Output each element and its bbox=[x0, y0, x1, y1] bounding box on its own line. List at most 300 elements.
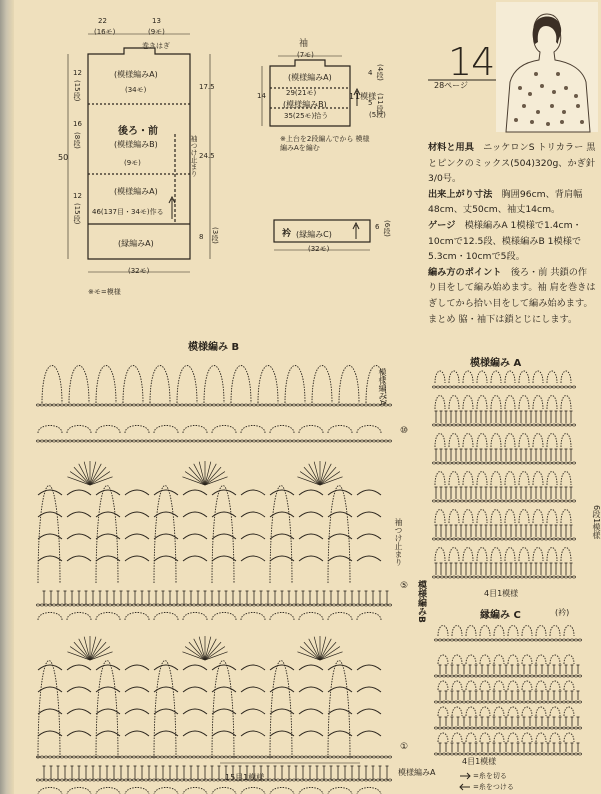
chain-stitch bbox=[340, 756, 343, 758]
chain-stitch bbox=[148, 756, 151, 758]
chain-stitch bbox=[312, 440, 315, 442]
chain-arch bbox=[150, 366, 170, 404]
chain-arch bbox=[328, 426, 352, 434]
chain-stitch bbox=[96, 756, 99, 758]
chain-arch bbox=[522, 681, 532, 690]
chain-stitch bbox=[84, 440, 87, 442]
chain-arch bbox=[285, 366, 305, 404]
chain-stitch bbox=[496, 538, 499, 540]
chain-stitch bbox=[510, 639, 513, 641]
sleeve-dim-5-rows: (11段) bbox=[376, 93, 384, 115]
chain-arch bbox=[67, 613, 91, 621]
chain-stitch bbox=[544, 386, 547, 388]
chain-stitch bbox=[348, 604, 351, 606]
chain-stitch bbox=[530, 753, 533, 755]
chain-stitch bbox=[484, 500, 487, 502]
shell-curve bbox=[299, 556, 323, 561]
chain-arch bbox=[231, 366, 251, 404]
chain-stitch bbox=[164, 604, 167, 606]
chain-stitch bbox=[368, 756, 371, 758]
shell-curve bbox=[125, 731, 149, 736]
chain-stitch bbox=[494, 727, 497, 729]
chain-arch bbox=[38, 613, 62, 621]
chain-stitch bbox=[252, 404, 255, 406]
chain-stitch bbox=[368, 404, 371, 406]
chain-stitch bbox=[452, 576, 455, 578]
chain-stitch bbox=[512, 538, 515, 540]
chain-stitch bbox=[506, 753, 509, 755]
chain-arch bbox=[466, 733, 476, 742]
chain-arch bbox=[212, 426, 236, 434]
chain-stitch bbox=[552, 386, 555, 388]
chain-stitch bbox=[448, 424, 451, 426]
shell-curve bbox=[67, 490, 91, 495]
chain-stitch bbox=[312, 404, 315, 406]
chain-arch bbox=[452, 655, 462, 664]
chain-stitch bbox=[172, 440, 175, 442]
hem-sts: (32モ) bbox=[128, 267, 150, 275]
band-top-sts: (34モ) bbox=[125, 86, 147, 94]
chain-stitch bbox=[512, 500, 515, 502]
chain-arch bbox=[508, 707, 518, 716]
chain-arch bbox=[547, 396, 557, 410]
chain-stitch bbox=[518, 753, 521, 755]
chain-stitch bbox=[320, 440, 323, 442]
chain-stitch bbox=[348, 779, 351, 781]
chain-stitch bbox=[452, 424, 455, 426]
chain-stitch bbox=[534, 753, 537, 755]
chain-stitch bbox=[36, 604, 39, 606]
shell-curve bbox=[96, 512, 120, 517]
chart-b-pattern bbox=[30, 345, 410, 765]
chain-stitch bbox=[224, 404, 227, 406]
chain-stitch bbox=[500, 462, 503, 464]
chain-stitch bbox=[512, 576, 515, 578]
chain-arch bbox=[519, 510, 529, 524]
chain-stitch bbox=[464, 424, 467, 426]
shell-curve bbox=[38, 687, 62, 692]
chain-arch bbox=[561, 510, 571, 524]
chain-stitch bbox=[176, 440, 179, 442]
chain-stitch bbox=[44, 756, 47, 758]
chain-stitch bbox=[184, 756, 187, 758]
chain-stitch bbox=[546, 639, 549, 641]
chain-arch bbox=[547, 510, 557, 524]
chain-stitch bbox=[470, 639, 473, 641]
chain-stitch bbox=[88, 440, 91, 442]
chain-arch bbox=[519, 396, 529, 410]
model-photo bbox=[496, 2, 598, 132]
chain-stitch bbox=[524, 538, 527, 540]
chain-stitch bbox=[474, 701, 477, 703]
chain-stitch bbox=[40, 440, 43, 442]
chain-arch bbox=[561, 548, 571, 562]
chain-stitch bbox=[124, 440, 127, 442]
chain-stitch bbox=[520, 500, 523, 502]
chain-arch bbox=[522, 707, 532, 716]
collar-dim-6-rows: (6段) bbox=[383, 220, 391, 237]
chain-stitch bbox=[492, 424, 495, 426]
chain-stitch bbox=[554, 639, 557, 641]
chain-stitch bbox=[140, 404, 143, 406]
chain-stitch bbox=[532, 424, 535, 426]
chain-stitch bbox=[304, 404, 307, 406]
chain-stitch bbox=[444, 538, 447, 540]
chain-stitch bbox=[554, 753, 557, 755]
chain-stitch bbox=[534, 727, 537, 729]
chart-c-title: 縁編み C bbox=[480, 610, 521, 621]
chain-stitch bbox=[534, 701, 537, 703]
shell-curve bbox=[357, 556, 381, 561]
band-top-label: (模様編みA) bbox=[114, 70, 158, 79]
chain-stitch bbox=[380, 779, 383, 781]
chain-stitch bbox=[212, 404, 215, 406]
chain-stitch bbox=[384, 440, 387, 442]
shell-curve bbox=[328, 556, 352, 561]
chain-stitch bbox=[48, 404, 51, 406]
chain-arch bbox=[438, 626, 448, 637]
chain-stitch bbox=[550, 727, 553, 729]
chain-stitch bbox=[308, 404, 311, 406]
chain-arch bbox=[241, 613, 265, 621]
chain-stitch bbox=[380, 756, 383, 758]
chain-arch bbox=[550, 626, 560, 637]
chain-stitch bbox=[328, 756, 331, 758]
shell-curve bbox=[212, 665, 236, 670]
chain-stitch bbox=[200, 779, 203, 781]
chain-stitch bbox=[436, 424, 439, 426]
chain-arch bbox=[183, 788, 207, 794]
chain-stitch bbox=[516, 424, 519, 426]
chart-c-legend-join: =糸をつける bbox=[473, 783, 514, 791]
chain-stitch bbox=[120, 404, 123, 406]
chain-stitch bbox=[506, 701, 509, 703]
chain-arch bbox=[258, 366, 278, 404]
chain-stitch bbox=[524, 576, 527, 578]
chain-stitch bbox=[486, 701, 489, 703]
chain-stitch bbox=[72, 404, 75, 406]
chain-stitch bbox=[552, 424, 555, 426]
chain-stitch bbox=[276, 404, 279, 406]
chain-arch bbox=[536, 733, 546, 742]
top-width-left-sts: (16モ) bbox=[94, 28, 116, 36]
dim-hem: 8 bbox=[199, 233, 204, 241]
chain-arch bbox=[183, 613, 207, 621]
chain-stitch bbox=[502, 701, 505, 703]
chain-stitch bbox=[52, 440, 55, 442]
chain-stitch bbox=[92, 440, 95, 442]
chain-stitch bbox=[528, 500, 531, 502]
chain-stitch bbox=[124, 779, 127, 781]
chain-stitch bbox=[572, 538, 575, 540]
chain-stitch bbox=[542, 639, 545, 641]
chain-stitch bbox=[88, 756, 91, 758]
chain-stitch bbox=[88, 404, 91, 406]
chain-stitch bbox=[544, 462, 547, 464]
chain-stitch bbox=[514, 701, 517, 703]
chain-stitch bbox=[496, 576, 499, 578]
chain-stitch bbox=[152, 779, 155, 781]
collar-pattern: (縁編みC) bbox=[296, 230, 332, 239]
chain-arch bbox=[463, 396, 473, 410]
chain-stitch bbox=[268, 440, 271, 442]
chain-stitch bbox=[108, 756, 111, 758]
chain-stitch bbox=[272, 404, 275, 406]
shell-curve bbox=[38, 512, 62, 517]
chain-stitch bbox=[454, 639, 457, 641]
chain-stitch bbox=[448, 576, 451, 578]
chain-stitch bbox=[458, 675, 461, 677]
chain-arch bbox=[564, 707, 574, 716]
chain-stitch bbox=[124, 756, 127, 758]
chain-stitch bbox=[510, 675, 513, 677]
chain-stitch bbox=[224, 756, 227, 758]
chain-stitch bbox=[156, 779, 159, 781]
chain-stitch bbox=[520, 538, 523, 540]
chain-stitch bbox=[528, 462, 531, 464]
chain-stitch bbox=[64, 756, 67, 758]
chain-stitch bbox=[528, 424, 531, 426]
chain-stitch bbox=[220, 404, 223, 406]
chain-stitch bbox=[560, 386, 563, 388]
chain-stitch bbox=[476, 424, 479, 426]
dim-right-top: 17.5 bbox=[199, 83, 215, 91]
chain-stitch bbox=[292, 604, 295, 606]
chain-stitch bbox=[482, 639, 485, 641]
chain-stitch bbox=[540, 386, 543, 388]
chain-stitch bbox=[432, 462, 435, 464]
chain-stitch bbox=[316, 440, 319, 442]
chain-stitch bbox=[328, 440, 331, 442]
chain-stitch bbox=[292, 440, 295, 442]
sleeve-band-a: (模様編みA) bbox=[288, 73, 332, 82]
chain-stitch bbox=[216, 756, 219, 758]
chain-arch bbox=[533, 396, 543, 410]
chain-stitch bbox=[560, 500, 563, 502]
chain-stitch bbox=[466, 639, 469, 641]
chain-stitch bbox=[578, 639, 581, 641]
shell-curve bbox=[357, 490, 381, 495]
chain-stitch bbox=[272, 756, 275, 758]
chain-stitch bbox=[454, 701, 457, 703]
chain-arch bbox=[491, 396, 501, 410]
chain-arch bbox=[183, 426, 207, 434]
chain-stitch bbox=[52, 404, 55, 406]
chain-stitch bbox=[76, 440, 79, 442]
chain-stitch bbox=[566, 701, 569, 703]
chain-stitch bbox=[436, 500, 439, 502]
chain-stitch bbox=[304, 440, 307, 442]
chain-stitch bbox=[518, 701, 521, 703]
chain-stitch bbox=[172, 604, 175, 606]
chain-stitch bbox=[490, 675, 493, 677]
shell-curve bbox=[328, 512, 352, 517]
chain-stitch bbox=[550, 639, 553, 641]
chain-stitch bbox=[240, 756, 243, 758]
dim-left-bot-rows: (15段) bbox=[73, 203, 81, 225]
chain-stitch bbox=[208, 756, 211, 758]
chain-stitch bbox=[452, 462, 455, 464]
chain-stitch bbox=[80, 440, 83, 442]
chain-stitch bbox=[216, 440, 219, 442]
chain-stitch bbox=[160, 440, 163, 442]
chain-stitch bbox=[212, 779, 215, 781]
chain-stitch bbox=[476, 500, 479, 502]
chain-stitch bbox=[524, 462, 527, 464]
chain-stitch bbox=[284, 404, 287, 406]
book-spine bbox=[0, 0, 14, 794]
chain-stitch bbox=[144, 404, 147, 406]
chain-arch bbox=[477, 548, 487, 562]
chain-arch bbox=[449, 396, 459, 410]
chain-stitch bbox=[332, 440, 335, 442]
chain-stitch bbox=[284, 604, 287, 606]
chain-stitch bbox=[364, 404, 367, 406]
chain-stitch bbox=[300, 440, 303, 442]
chain-stitch bbox=[520, 386, 523, 388]
chain-stitch bbox=[300, 756, 303, 758]
chain-stitch bbox=[466, 727, 469, 729]
shell-curve bbox=[96, 709, 120, 714]
chain-stitch bbox=[172, 756, 175, 758]
chain-stitch bbox=[572, 424, 575, 426]
chain-stitch bbox=[448, 500, 451, 502]
chain-stitch bbox=[480, 538, 483, 540]
chain-stitch bbox=[480, 424, 483, 426]
chain-arch bbox=[547, 548, 557, 562]
chain-stitch bbox=[220, 756, 223, 758]
chain-stitch bbox=[496, 424, 499, 426]
chain-stitch bbox=[176, 404, 179, 406]
chain-stitch bbox=[546, 675, 549, 677]
chain-stitch bbox=[540, 500, 543, 502]
chain-arch bbox=[435, 371, 445, 383]
chain-arch bbox=[536, 707, 546, 716]
chain-stitch bbox=[156, 604, 159, 606]
chain-arch bbox=[536, 681, 546, 690]
chain-stitch bbox=[476, 538, 479, 540]
shell-curve bbox=[357, 709, 381, 714]
shell-curve bbox=[183, 490, 207, 495]
chain-stitch bbox=[44, 440, 47, 442]
chain-arch bbox=[125, 613, 149, 621]
chain-stitch bbox=[444, 462, 447, 464]
chain-stitch bbox=[508, 500, 511, 502]
chain-stitch bbox=[104, 404, 107, 406]
shell-curve bbox=[67, 534, 91, 539]
chain-stitch bbox=[296, 779, 299, 781]
chain-stitch bbox=[532, 538, 535, 540]
shell-curve bbox=[183, 687, 207, 692]
chain-stitch bbox=[296, 440, 299, 442]
chain-stitch bbox=[80, 756, 83, 758]
gauge-label: ゲージ bbox=[428, 219, 456, 231]
chain-stitch bbox=[504, 576, 507, 578]
chain-arch bbox=[477, 371, 487, 383]
chain-stitch bbox=[276, 779, 279, 781]
chain-stitch bbox=[484, 576, 487, 578]
shell-curve bbox=[67, 687, 91, 692]
chain-stitch bbox=[352, 440, 355, 442]
chain-stitch bbox=[496, 386, 499, 388]
chain-stitch bbox=[466, 701, 469, 703]
chain-stitch bbox=[128, 604, 131, 606]
chain-stitch bbox=[184, 779, 187, 781]
shell-curve bbox=[212, 731, 236, 736]
chain-stitch bbox=[76, 756, 79, 758]
chain-arch bbox=[466, 655, 476, 664]
chain-arch bbox=[177, 366, 197, 404]
row-label-1: ① bbox=[400, 742, 409, 752]
chain-stitch bbox=[460, 424, 463, 426]
chain-stitch bbox=[312, 756, 315, 758]
chain-arch bbox=[270, 788, 294, 794]
chain-stitch bbox=[492, 386, 495, 388]
dim-hem-rows: (3段) bbox=[211, 227, 219, 244]
chain-stitch bbox=[568, 386, 571, 388]
row-label-5: ⑤ bbox=[400, 581, 409, 591]
chain-arch bbox=[96, 426, 120, 434]
chain-stitch bbox=[502, 753, 505, 755]
chain-stitch bbox=[44, 604, 47, 606]
chain-stitch bbox=[44, 404, 47, 406]
chain-stitch bbox=[504, 424, 507, 426]
chain-stitch bbox=[264, 604, 267, 606]
chain-stitch bbox=[228, 404, 231, 406]
chain-stitch bbox=[156, 404, 159, 406]
chain-arch bbox=[536, 655, 546, 664]
chain-stitch bbox=[526, 675, 529, 677]
chain-stitch bbox=[148, 404, 151, 406]
chain-stitch bbox=[484, 538, 487, 540]
body-sts: (9モ) bbox=[124, 159, 141, 167]
chain-stitch bbox=[340, 604, 343, 606]
chain-stitch bbox=[468, 386, 471, 388]
chain-stitch bbox=[564, 386, 567, 388]
chain-stitch bbox=[518, 727, 521, 729]
chain-stitch bbox=[458, 701, 461, 703]
shell-curve bbox=[328, 687, 352, 692]
chain-stitch bbox=[510, 753, 513, 755]
chain-stitch bbox=[240, 604, 243, 606]
shell-curve bbox=[299, 665, 323, 670]
chain-stitch bbox=[144, 440, 147, 442]
chain-stitch bbox=[304, 756, 307, 758]
chain-stitch bbox=[494, 639, 497, 641]
shell-curve bbox=[183, 556, 207, 561]
chain-stitch bbox=[446, 727, 449, 729]
chain-stitch bbox=[516, 386, 519, 388]
chain-arch bbox=[154, 788, 178, 794]
chain-stitch bbox=[520, 462, 523, 464]
chain-stitch bbox=[352, 404, 355, 406]
chain-stitch bbox=[200, 604, 203, 606]
chain-stitch bbox=[68, 756, 71, 758]
chain-stitch bbox=[324, 756, 327, 758]
chain-stitch bbox=[438, 675, 441, 677]
chain-stitch bbox=[526, 753, 529, 755]
chain-stitch bbox=[556, 462, 559, 464]
chain-stitch bbox=[544, 500, 547, 502]
chain-arch bbox=[547, 472, 557, 486]
chain-stitch bbox=[188, 404, 191, 406]
chain-stitch bbox=[512, 462, 515, 464]
chain-stitch bbox=[264, 404, 267, 406]
chain-stitch bbox=[462, 701, 465, 703]
chain-stitch bbox=[550, 701, 553, 703]
chain-stitch bbox=[276, 440, 279, 442]
sleeve-band-b: (模様編みB) bbox=[283, 100, 327, 109]
